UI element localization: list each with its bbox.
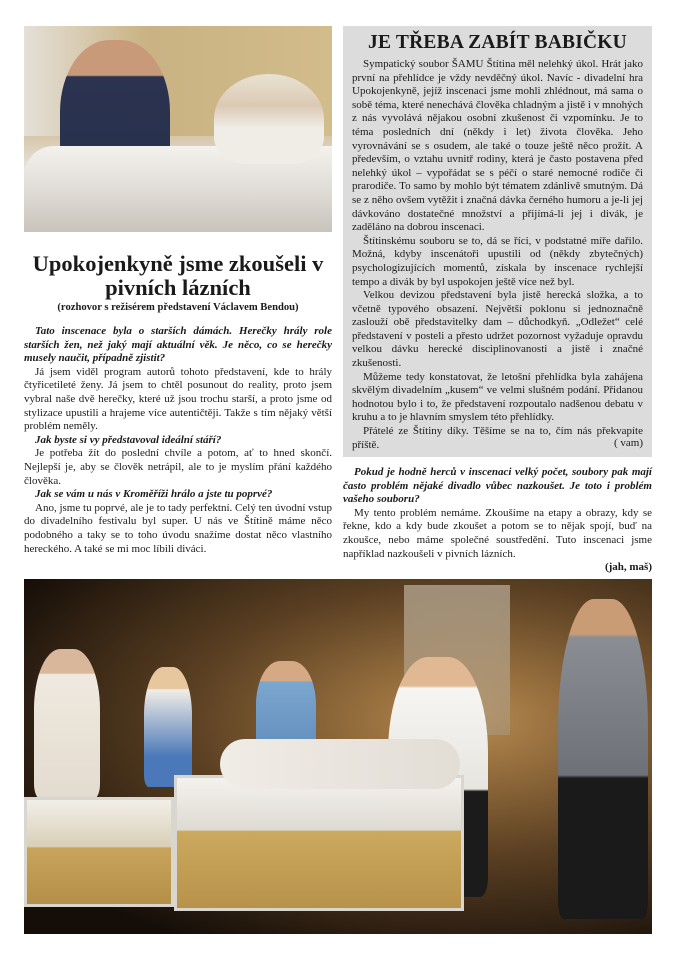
interview-question: Jak se vám u nás v Kroměříži hrálo a jste tu poprvé? bbox=[35, 488, 273, 501]
review-paragraph: Velkou devizou představení byla jistě herecká složka, a to včetně typového obsazení. Největší poklonu si jednoznačně zaslouží obě představitelky dam – důchodkyň. „Odležet“ celé představení v posteli a přesto udržet pozornost vyžaduje opravdu velkou dávku herecké disciplinovanosti a jistě i značné zkušenosti. bbox=[352, 289, 643, 370]
photo-top-bedside-scene bbox=[24, 26, 332, 232]
interview-question: Pokud je hodně herců v inscenaci velký počet, soubory pak mají často problém nějaké divadlo vůbec nazkoušet. Je toto i problém vašeho souboru? bbox=[343, 466, 652, 506]
article-subtitle: (rozhovor s režisérem představení Václavem Bendou) bbox=[57, 302, 299, 313]
review-title: JE TŘEBA ZABÍT BABIČKU bbox=[368, 32, 627, 53]
photo-woman-figure bbox=[214, 74, 324, 164]
photo-bed-left bbox=[24, 797, 174, 907]
interview-column-right bbox=[343, 466, 652, 561]
photo-lying-patient bbox=[220, 739, 460, 789]
interview-question: Jak byste si vy představoval ideální stáří? bbox=[35, 433, 222, 446]
interview-question: Tato inscenace byla o starších dámách. Herečky hrály role starších žen, než jaký mají aktuální věk. Je něco, co se herečky musely naučit, případně zjistit? bbox=[24, 325, 332, 365]
article-title: Upokojenkyně jsme zkoušeli v pivních lázních bbox=[32, 251, 324, 300]
review-paragraph: Můžeme tedy konstatovat, že letošní přehlídka byla zahájena skvělým divadelním „kusem“ ve velmi slušném podání. Přidanou hodnotou bylo i to, že představení rozpoutalo nadšenou debatu v kruhu a to je hlavním smyslem této přehlídky. bbox=[352, 370, 643, 424]
photo-bed-right bbox=[174, 775, 464, 911]
photo-actor-standing bbox=[144, 667, 192, 787]
photo-bottom-stage-scene bbox=[24, 579, 652, 934]
review-paragraph: Přátelé ze Štítiny díky. Těšíme se na to, čím nás překvapíte příště. bbox=[352, 425, 643, 451]
review-paragraph: Štítinskému souboru se to, dá se říci, v podstatné míře dařilo. Možná, kdyby inscenátoři upustili od (někdy zbytečných) psychologizujících momentů, získala by inscenace rychlejší tempo a divák by byl uspokojen ještě více než byl. bbox=[352, 234, 643, 288]
review-body bbox=[352, 58, 643, 452]
review-box bbox=[343, 26, 652, 457]
interview-answer: Ano, jsme tu poprvé, ale je to tady perfektní. Celý ten úvodní vstup do divadelního festivalu byl super. U nás ve Štítině máme něco podobného a taky se to toho úvodu snažíme dostat něco vlastního hereckého. A také se mi moc líbili diváci. bbox=[24, 501, 332, 555]
photo-actor-left bbox=[34, 649, 100, 799]
photo-actor-right bbox=[558, 599, 648, 919]
interview-answer: Já jsem viděl program autorů tohoto představení, kde to hrály čtyřicetileté ženy. Já jsem to chtěl posunout do reality, proto jsem vybral naše dvě herečky, které už jsou trochu starší, a proto jsme od stylizace upustili a hrajeme více autentičtěji. Takže s tím nějaký větší problém neměly. bbox=[24, 365, 332, 433]
interview-column-left bbox=[24, 325, 332, 556]
review-signature: ( vam) bbox=[613, 437, 643, 449]
interview-answer: Je potřeba žít do poslední chvíle a potom, ať to hned skončí. Nejlepší je, aby se člověk netrápil, ale to je myslím přání každého člověka. bbox=[24, 447, 332, 487]
interview-signature: (jah, maš) bbox=[604, 561, 652, 573]
interview-answer: My tento problém nemáme. Zkoušíme na etapy a obrazy, kdy se řekne, kdo a kdy bude zkoušet a potom se to nějak spojí, buď na zkoušce, nebo máme společné soustředění. Tuto inscenaci jsme například nazkoušeli v pivních lázních. bbox=[343, 506, 652, 560]
review-paragraph: Sympatický soubor ŠAMU Štítina měl nelehký úkol. Hrát jako první na přehlídce je vždy nevděčný úkol. Navíc - divadelní hra Upokojenkyně, jejíž inscenaci jsme mohli zhlédnout, má sama o sobě téma, které nenechává člověka chladným a jistě i v mnohých z nás vyvolává nějakou osobní zkušenost či vzpomínku. Je to téma posledních dní (někdy i let) života člověka. Jeho vyrovnávání se s osudem, ale také o touze ještě něco prožít. A především, o vztahu uvnitř rodiny, která je často postavena před nelehký úkol – vypořádat se s péčí o staré nemocné rodiče či prarodiče. To samo by mohlo být tématem zdánlivě smutným. Dá se z něho ovšem vytěžit i značná dávka černého humoru a je-li jej dávkováno dostatečné množství a přijímá-li jej i divák, je zaděláno na dobrou inscenaci. bbox=[352, 58, 643, 234]
